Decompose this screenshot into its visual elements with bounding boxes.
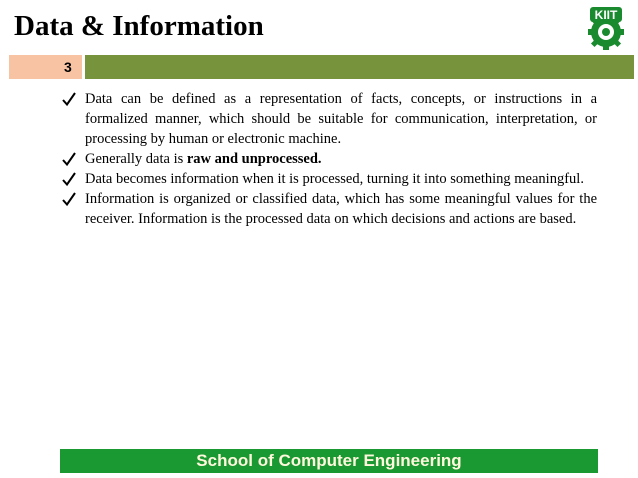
accent-bar [85, 55, 634, 79]
bullet-list [62, 89, 597, 229]
bullet-text: Information is organized or classified data, which has some meaningful values for the receiver. Information is the processed data on which decisions and actions are based. [85, 191, 597, 227]
list-item [62, 169, 597, 189]
bullet-bold-text: raw and unprocessed. [186, 151, 322, 167]
list-item [62, 189, 597, 229]
bullet-text: Data becomes information when it is processed, turning it into something meaningful. [85, 171, 584, 187]
page-title: Data & Information [14, 10, 264, 42]
list-item [62, 149, 597, 169]
check-mark-icon [62, 189, 76, 209]
check-mark-icon [62, 169, 76, 189]
bullet-text: Data can be defined as a representation of facts, concepts, or instructions in a formalized manner, which should be suitable for communication, interpretation, or processing by human or electronic machine. [85, 91, 597, 147]
list-item [62, 89, 597, 149]
kiit-logo-icon [576, 6, 636, 50]
check-mark-icon [62, 89, 76, 109]
check-mark-icon [62, 149, 76, 169]
footer-banner: School of Computer Engineering [60, 449, 598, 473]
bullet-text: Generally data is [85, 151, 187, 167]
logo-text: KIIT [594, 8, 618, 22]
slide-number: 3 [9, 55, 82, 79]
